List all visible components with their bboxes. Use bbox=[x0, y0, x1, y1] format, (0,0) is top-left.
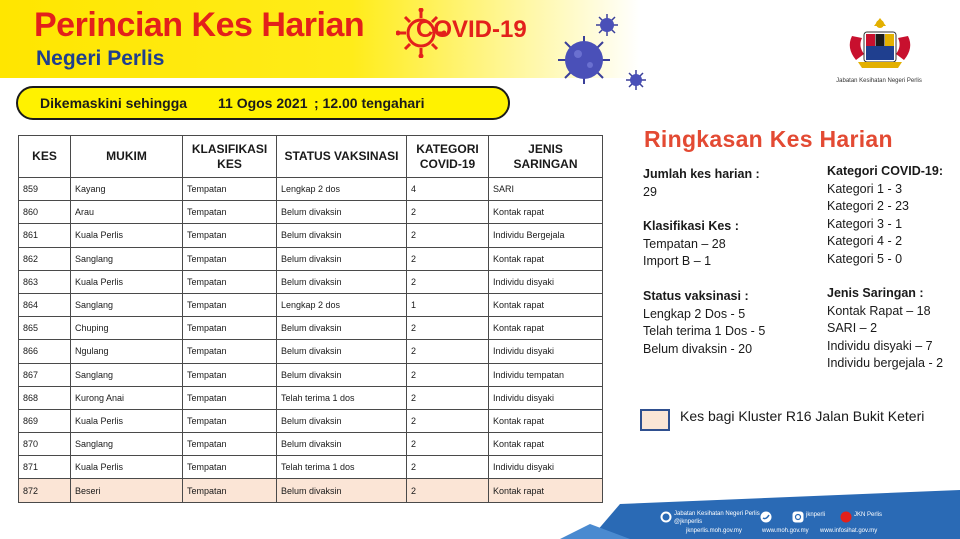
table-row bbox=[19, 386, 603, 409]
cell-kes: 865 bbox=[19, 317, 71, 340]
table-row bbox=[19, 456, 603, 479]
twitter-icon bbox=[760, 511, 772, 523]
cell-kategori: 2 bbox=[407, 224, 489, 247]
cell-kategori: 2 bbox=[407, 340, 489, 363]
cell-klasifikasi: Tempatan bbox=[183, 224, 277, 247]
cell-kategori: 2 bbox=[407, 317, 489, 340]
cell-kategori: 2 bbox=[407, 363, 489, 386]
cell-kategori: 2 bbox=[407, 386, 489, 409]
cell-mukim: Kuala Perlis bbox=[71, 456, 183, 479]
col-header-klasifikasi: KLASIFIKASI KES bbox=[183, 136, 277, 178]
table-row bbox=[19, 178, 603, 201]
cell-klasifikasi: Tempatan bbox=[183, 201, 277, 224]
summary-total-value: 29 bbox=[643, 184, 657, 199]
cell-saringan: Kontak rapat bbox=[489, 247, 603, 270]
page-title: Perincian Kes Harian bbox=[34, 6, 365, 44]
table-row bbox=[19, 479, 603, 502]
update-label: Dikemaskini sehingga bbox=[40, 95, 188, 111]
state-subtitle: Negeri Perlis bbox=[36, 47, 165, 70]
update-timestamp-banner bbox=[16, 86, 510, 120]
cell-kategori: 2 bbox=[407, 270, 489, 293]
summary-klasifikasi-line: Import B – 1 bbox=[643, 254, 712, 268]
cell-kes: 871 bbox=[19, 456, 71, 479]
summary-status-line: Belum divaksin - 20 bbox=[643, 341, 753, 356]
table-row bbox=[19, 340, 603, 363]
cell-saringan: Individu disyaki bbox=[489, 456, 603, 479]
cell-mukim: Kayang bbox=[71, 178, 183, 201]
cell-mukim: Kuala Perlis bbox=[71, 409, 183, 432]
cell-mukim: Sanglang bbox=[71, 363, 183, 386]
cell-klasifikasi: Tempatan bbox=[183, 456, 277, 479]
col-header-kes: KES bbox=[19, 136, 71, 178]
table-row bbox=[19, 224, 603, 247]
cell-kes: 869 bbox=[19, 409, 71, 432]
table-header-row bbox=[19, 136, 603, 178]
cell-mukim: Kuala Perlis bbox=[71, 224, 183, 247]
footer-instagram[interactable]: jknperli bbox=[806, 512, 826, 518]
summary-kategori-line: Kategori 1 - 3 bbox=[827, 181, 903, 196]
cell-klasifikasi: Tempatan bbox=[183, 317, 277, 340]
cell-saringan: Individu disyaki bbox=[489, 270, 603, 293]
cell-kategori: 2 bbox=[407, 201, 489, 224]
cell-kategori: 4 bbox=[407, 178, 489, 201]
cell-klasifikasi: Tempatan bbox=[183, 479, 277, 502]
summary-klasifikasi bbox=[643, 218, 739, 271]
cell-kes: 872 bbox=[19, 479, 71, 502]
cell-saringan: Individu tempatan bbox=[489, 363, 603, 386]
summary-kategori bbox=[827, 163, 943, 268]
footer-site-moh[interactable]: www.moh.gov.my bbox=[762, 528, 809, 534]
cell-status: Lengkap 2 dos bbox=[277, 293, 407, 316]
summary-status bbox=[643, 288, 765, 358]
footer-org[interactable]: Jabatan Kesihatan Negeri Perlis bbox=[674, 511, 760, 517]
table-row bbox=[19, 293, 603, 316]
table-row bbox=[19, 270, 603, 293]
summary-status-line: Telah terima 1 Dos - 5 bbox=[643, 324, 766, 338]
cell-status: Belum divaksin bbox=[277, 363, 407, 386]
summary-saringan-line: Individu bergejala - 2 bbox=[827, 356, 944, 370]
cell-klasifikasi: Tempatan bbox=[183, 178, 277, 201]
footer-handle[interactable]: @jknperlis bbox=[674, 519, 703, 525]
summary-title: Ringkasan Kes Harian bbox=[644, 126, 893, 152]
case-table bbox=[18, 135, 603, 503]
table-row bbox=[19, 201, 603, 224]
cell-mukim: Sanglang bbox=[71, 293, 183, 316]
cell-klasifikasi: Tempatan bbox=[183, 293, 277, 316]
cell-klasifikasi: Tempatan bbox=[183, 247, 277, 270]
cell-kes: 862 bbox=[19, 247, 71, 270]
summary-saringan-line: Kontak Rapat – 18 bbox=[827, 303, 931, 318]
cell-mukim: Kurong Anai bbox=[71, 386, 183, 409]
cell-status: Telah terima 1 dos bbox=[277, 456, 407, 479]
summary-kategori-line: Kategori 4 - 2 bbox=[827, 234, 903, 248]
cell-saringan: Individu disyaki bbox=[489, 386, 603, 409]
cell-kes: 860 bbox=[19, 201, 71, 224]
table-row bbox=[19, 317, 603, 340]
cell-saringan: Individu disyaki bbox=[489, 340, 603, 363]
cell-klasifikasi: Tempatan bbox=[183, 386, 277, 409]
table-row bbox=[19, 433, 603, 456]
cell-status: Telah terima 1 dos bbox=[277, 386, 407, 409]
cell-status: Belum divaksin bbox=[277, 317, 407, 340]
cell-status: Belum divaksin bbox=[277, 340, 407, 363]
cell-saringan: Kontak rapat bbox=[489, 409, 603, 432]
summary-total bbox=[643, 166, 760, 201]
cell-status: Belum divaksin bbox=[277, 479, 407, 502]
cell-kategori: 2 bbox=[407, 247, 489, 270]
summary-saringan-line: Individu disyaki – 7 bbox=[827, 338, 933, 353]
cell-kategori: 1 bbox=[407, 293, 489, 316]
cell-kategori: 2 bbox=[407, 456, 489, 479]
cell-kes: 868 bbox=[19, 386, 71, 409]
facebook-icon bbox=[840, 511, 852, 523]
virus-illustration-icon bbox=[552, 34, 616, 86]
cell-status: Belum divaksin bbox=[277, 409, 407, 432]
cell-klasifikasi: Tempatan bbox=[183, 340, 277, 363]
covid-label: COVID-19 bbox=[416, 16, 527, 43]
cell-saringan: Kontak rapat bbox=[489, 317, 603, 340]
jkn-crest-logo bbox=[842, 14, 918, 76]
cell-kes: 867 bbox=[19, 363, 71, 386]
cell-mukim: Kuala Perlis bbox=[71, 270, 183, 293]
summary-kategori-line: Kategori 3 - 1 bbox=[827, 216, 903, 231]
table-row bbox=[19, 409, 603, 432]
update-time: ; 12.00 tengahari bbox=[314, 95, 425, 111]
cell-status: Belum divaksin bbox=[277, 247, 407, 270]
case-table-body bbox=[19, 178, 603, 503]
cell-kes: 864 bbox=[19, 293, 71, 316]
col-header-mukim: MUKIM bbox=[71, 136, 183, 178]
update-date: 11 Ogos 2021 bbox=[218, 95, 308, 111]
footer-site-infosihat[interactable]: www.infosihat.gov.my bbox=[820, 528, 878, 534]
cell-status: Belum divaksin bbox=[277, 433, 407, 456]
cell-saringan: Individu Bergejala bbox=[489, 224, 603, 247]
col-header-saringan: JENIS SARINGAN bbox=[489, 136, 603, 178]
cell-kategori: 2 bbox=[407, 433, 489, 456]
instagram-icon bbox=[792, 511, 804, 523]
summary-kategori-line: Kategori 2 - 23 bbox=[827, 199, 909, 213]
cell-saringan: Kontak rapat bbox=[489, 293, 603, 316]
cluster-legend-text: Kes bagi Kluster R16 Jalan Bukit Keteri bbox=[680, 408, 925, 424]
cell-saringan: SARI bbox=[489, 178, 603, 201]
cell-mukim: Arau bbox=[71, 201, 183, 224]
cluster-legend-swatch bbox=[640, 409, 670, 431]
summary-saringan-line: SARI – 2 bbox=[827, 321, 878, 335]
cell-klasifikasi: Tempatan bbox=[183, 433, 277, 456]
table-row bbox=[19, 363, 603, 386]
summary-status-line: Lengkap 2 Dos - 5 bbox=[643, 306, 746, 321]
globe-icon bbox=[660, 511, 672, 523]
cell-kes: 859 bbox=[19, 178, 71, 201]
cell-mukim: Sanglang bbox=[71, 433, 183, 456]
cell-status: Lengkap 2 dos bbox=[277, 178, 407, 201]
cell-klasifikasi: Tempatan bbox=[183, 270, 277, 293]
virus-small-icon bbox=[626, 70, 646, 90]
cell-kategori: 2 bbox=[407, 479, 489, 502]
col-header-kategori: KATEGORI COVID-19 bbox=[407, 136, 489, 178]
cell-saringan: Kontak rapat bbox=[489, 201, 603, 224]
cell-klasifikasi: Tempatan bbox=[183, 363, 277, 386]
cell-status: Belum divaksin bbox=[277, 201, 407, 224]
cell-kes: 866 bbox=[19, 340, 71, 363]
logo-caption: Jabatan Kesihatan Negeri Perlis bbox=[836, 78, 922, 84]
summary-status-heading: Status vaksinasi : bbox=[643, 289, 749, 303]
summary-kategori-line: Kategori 5 - 0 bbox=[827, 251, 903, 266]
summary-kategori-heading: Kategori COVID-19: bbox=[827, 164, 943, 178]
header-banner bbox=[0, 0, 640, 78]
cell-kes: 870 bbox=[19, 433, 71, 456]
cell-mukim: Beseri bbox=[71, 479, 183, 502]
summary-total-heading: Jumlah kes harian : bbox=[643, 167, 760, 181]
summary-klasifikasi-line: Tempatan – 28 bbox=[643, 236, 726, 251]
cell-kes: 863 bbox=[19, 270, 71, 293]
cell-mukim: Sanglang bbox=[71, 247, 183, 270]
cell-mukim: Ngulang bbox=[71, 340, 183, 363]
summary-klasifikasi-heading: Klasifikasi Kes : bbox=[643, 219, 739, 233]
virus-small-icon bbox=[596, 14, 618, 36]
cell-status: Belum divaksin bbox=[277, 270, 407, 293]
summary-saringan-heading: Jenis Saringan : bbox=[827, 286, 924, 300]
cell-klasifikasi: Tempatan bbox=[183, 409, 277, 432]
col-header-status: STATUS VAKSINASI bbox=[277, 136, 407, 178]
summary-saringan bbox=[827, 285, 943, 373]
cell-status: Belum divaksin bbox=[277, 224, 407, 247]
cell-kategori: 2 bbox=[407, 409, 489, 432]
footer-site-jkn[interactable]: jknperlis.moh.gov.my bbox=[686, 528, 742, 534]
cell-mukim: Chuping bbox=[71, 317, 183, 340]
cell-saringan: Kontak rapat bbox=[489, 433, 603, 456]
table-row bbox=[19, 247, 603, 270]
cell-kes: 861 bbox=[19, 224, 71, 247]
footer-jkn[interactable]: JKN Perlis bbox=[854, 512, 883, 518]
cell-saringan: Kontak rapat bbox=[489, 479, 603, 502]
